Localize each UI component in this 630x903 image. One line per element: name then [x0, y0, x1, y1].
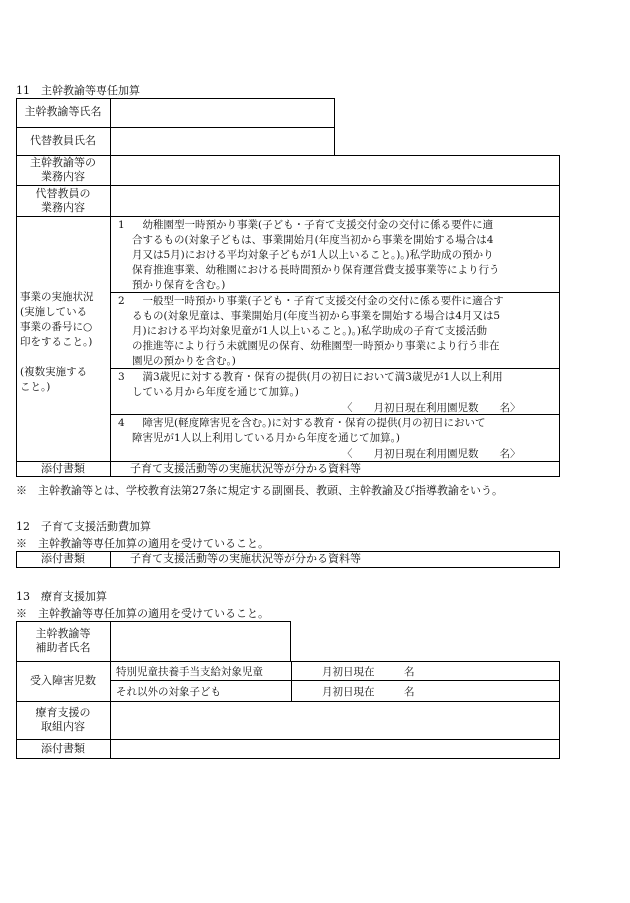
s13-attachments-field[interactable]	[112, 741, 558, 757]
label-head-teacher-name: 主幹教諭等氏名	[24, 105, 102, 118]
label-therapy-content: 療育支援の 取組内容	[35, 706, 91, 733]
item-1-number[interactable]: 1	[118, 219, 125, 231]
s12-attachments-value: 子育て支援活動等の実施状況等が分かる資料等	[130, 552, 361, 565]
item-1-text: 幼稚園型一時預かり事業(子ども・子育て支援交付金の交付に係る要件に適 合するもの(対象子どもは、事業開始月(年度当初から事業を開始する場合は4 月又は5月)における平均対象子どもが1人以上いること。)。)私学助成の預かり 保育推進事業、幼稚園における長時間預かり保育運営費支援事業等により行う 預かり保育を含む。)	[132, 219, 500, 291]
s11-note: ※ 主幹教諭等とは、学校教育法第27条に規定する副園長、教頭、主幹教諭及び指導教諭をいう。	[16, 484, 503, 497]
label-attachments: 添付書類	[41, 462, 85, 475]
label-substitute-duty: 代替教員の 業務内容	[35, 187, 91, 214]
therapy-content-field[interactable]	[112, 703, 558, 738]
head-teacher-duty-field[interactable]	[112, 157, 558, 184]
s13-label-attachments: 添付書類	[41, 742, 85, 755]
s13-note: ※ 主幹教諭等専任加算の適用を受けていること。	[16, 607, 269, 620]
label-assistant-name: 主幹教諭等 補助者氏名	[35, 627, 91, 654]
section-11-heading: 11 主幹教諭等専任加算	[16, 84, 140, 97]
item-2-text: 一般型一時預かり事業(子ども・子育て支援交付金の交付に係る要件に適合す るもの(対象児童は、事業開始月(年度当初から事業を開始する場合は4月又は5 月)における平均対象児童が1人以上いること。)。)私学助成の子育て支援活動 の推進等により行う未就園児の保育、幼稚園型一時預かり事業により行う非在 園児の預かりを含む。)	[132, 295, 504, 367]
label-head-teacher-duty: 主幹教諭等の 業務内容	[30, 156, 96, 183]
item-4-text: 障害児(軽度障害児を含む。)に対する教育・保育の提供(月の初日において 障害児が1人以上利用している月から年度を通じて加算。)	[132, 417, 486, 444]
section-13-heading: 13 療育支援加算	[16, 590, 107, 603]
attachments-value: 子育て支援活動等の実施状況等が分かる資料等	[130, 462, 361, 475]
row-other-children-date: 月初日現在	[322, 686, 375, 698]
head-teacher-name-field[interactable]	[112, 100, 332, 125]
row-special-allowance-date: 月初日現在	[322, 666, 375, 678]
item-4-number[interactable]: 4	[118, 417, 125, 429]
assistant-name-field[interactable]	[112, 623, 289, 660]
substitute-duty-field[interactable]	[112, 188, 558, 215]
row-special-allowance-label: 特別児童扶養手当支給対象児童	[116, 666, 263, 678]
item-2-number[interactable]: 2	[118, 295, 125, 307]
label-substitute-name: 代替教員氏名	[30, 134, 96, 147]
item-4-count[interactable]: 〈 月初日現在利用園児数 名〉	[342, 448, 521, 460]
label-accepted-children: 受入障害児数	[30, 674, 96, 687]
row-other-children-unit: 名	[404, 686, 415, 698]
substitute-name-field[interactable]	[112, 129, 332, 154]
row-other-children-label: それ以外の対象子ども	[116, 686, 221, 698]
s12-label-attachments: 添付書類	[41, 552, 85, 565]
item-3-number[interactable]: 3	[118, 371, 125, 383]
section-12-heading: 12 子育て支援活動費加算	[16, 520, 151, 533]
row-special-allowance-unit: 名	[404, 666, 415, 678]
item-3-count[interactable]: 〈 月初日現在利用園児数 名〉	[342, 402, 521, 414]
item-3-text: 満3歳児に対する教育・保育の提供(月の初日において満3歳児が1人以上利用 している月から年度を通じて加算。)	[132, 371, 503, 398]
s12-note: ※ 主幹教諭等専任加算の適用を受けていること。	[16, 537, 269, 550]
label-implementation-status: 事業の実施状況 (実施している 事業の番号に○ 印をすること。) (複数実施する こと。)	[20, 291, 94, 393]
